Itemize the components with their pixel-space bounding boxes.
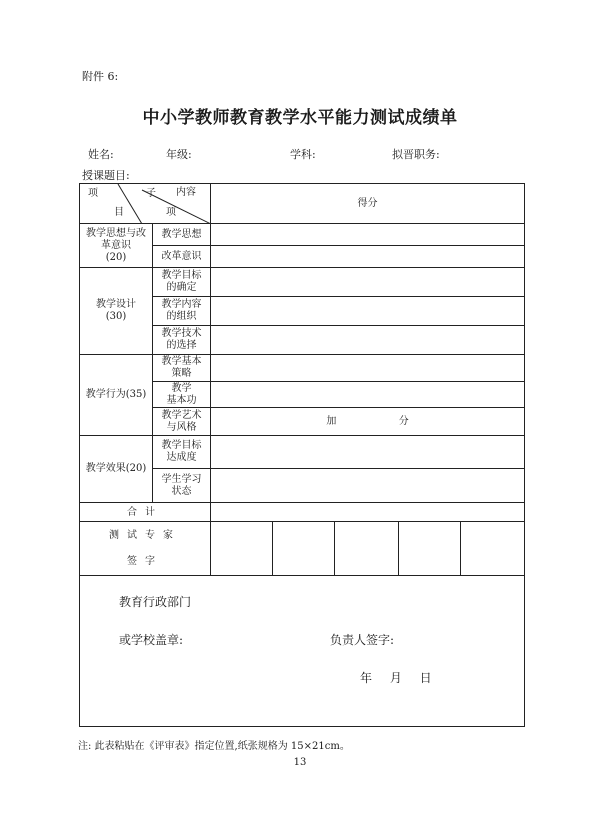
stamp-label: 或学校盖章:: [119, 633, 184, 647]
grade-label: 年级:: [166, 148, 192, 161]
footnote: 注: 此表粘贴在《评审表》指定位置,纸张规格为 15×21cm。: [78, 741, 350, 752]
score-cell[interactable]: [211, 382, 525, 408]
score-cell[interactable]: [211, 297, 525, 326]
item-goal-achievement: 教学目标 达成度: [153, 436, 211, 469]
annex-label: 附件 6:: [82, 70, 119, 83]
score-header: 得分: [211, 184, 525, 224]
corner-item-b: 目: [114, 207, 124, 218]
leader-sign-label: 负责人签字:: [330, 633, 395, 647]
sign-date: 年 月 日: [360, 671, 432, 685]
corner-top: 内容: [176, 187, 196, 198]
approval-area: [80, 576, 525, 727]
score-cell[interactable]: [211, 355, 525, 382]
expert-sign-cell-2[interactable]: [273, 522, 335, 576]
expert-sign-cell-5[interactable]: [461, 522, 525, 576]
item-reform-awareness: 改革意识: [153, 246, 211, 268]
expert-sign-cell-3[interactable]: [335, 522, 399, 576]
item-teaching-thought: 教学思想: [153, 224, 211, 246]
item-content-organization: 教学内容 的组织: [153, 297, 211, 326]
total-label: 合计: [80, 503, 211, 522]
score-cell[interactable]: [211, 246, 525, 268]
expert-sign-cell-4[interactable]: [399, 522, 461, 576]
topic-label: 授课题目:: [82, 169, 130, 182]
item-learning-state: 学生学习 状态: [153, 469, 211, 503]
corner-sub-b: 项: [166, 207, 176, 218]
item-goal-setting: 教学目标 的确定: [153, 268, 211, 297]
title-label: 拟晋职务:: [392, 148, 440, 161]
expert-sign-cell-1[interactable]: [211, 522, 273, 576]
item-tech-selection: 教学技术 的选择: [153, 326, 211, 355]
item-art-style: 教学艺术 与风格: [153, 408, 211, 436]
category-teaching-effect: 教学效果(20): [80, 436, 153, 503]
score-cell[interactable]: [211, 268, 525, 297]
item-basic-skills: 教学 基本功: [153, 382, 211, 408]
category-teaching-behavior: 教学行为(35): [80, 355, 153, 436]
score-cell[interactable]: [211, 224, 525, 246]
bonus-label-a: 加: [326, 416, 337, 427]
item-basic-strategy: 教学基本 策略: [153, 355, 211, 382]
corner-sub-a: 子: [146, 188, 156, 199]
score-cell[interactable]: [211, 436, 525, 469]
category-teaching-design: 教学设计 (30): [80, 268, 153, 355]
corner-item-a: 项: [88, 188, 98, 199]
page-number: 13: [293, 757, 307, 768]
subject-label: 学科:: [290, 148, 316, 161]
total-score-cell[interactable]: [211, 503, 525, 522]
dept-label: 教育行政部门: [119, 595, 192, 609]
page-title: 中小学教师教育教学水平能力测试成绩单: [142, 108, 458, 128]
score-table: [79, 183, 525, 727]
expert-label-2: 签字: [80, 549, 211, 576]
score-cell[interactable]: [211, 469, 525, 503]
bonus-label-b: 分: [398, 416, 409, 427]
name-label: 姓名:: [88, 148, 114, 161]
expert-label-1: 测试专家: [80, 522, 211, 549]
category-teaching-thought: 教学思想与改 革意识 (20): [80, 224, 153, 268]
score-cell[interactable]: [211, 326, 525, 355]
header-corner-cell: [80, 184, 211, 224]
bonus-score-cell[interactable]: [211, 408, 525, 436]
